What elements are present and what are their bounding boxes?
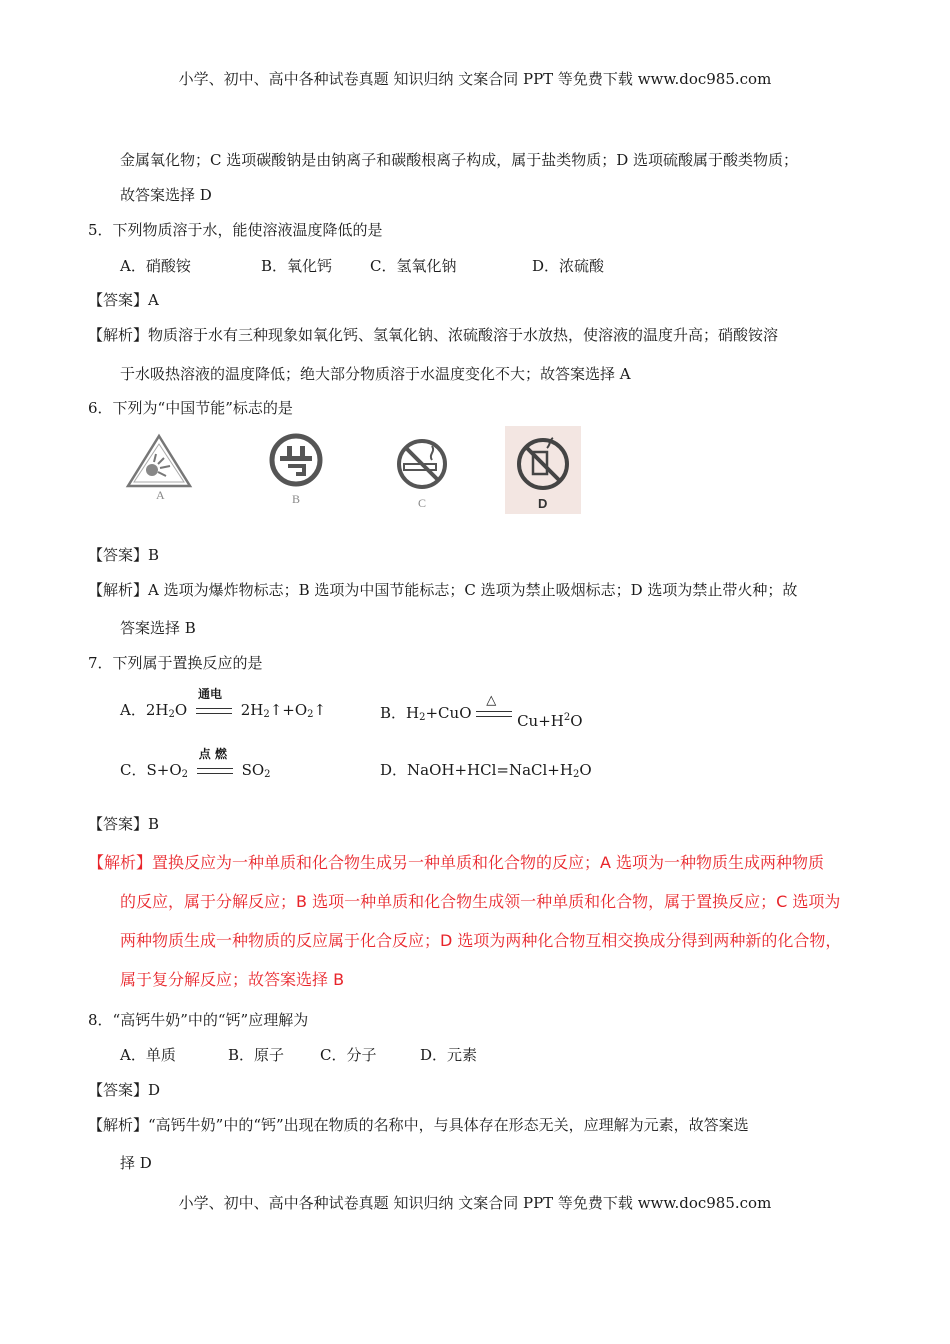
q5-answer: 【答案】A bbox=[88, 291, 159, 309]
reaction-condition: 通电 bbox=[197, 687, 222, 701]
q7-equation-d: D．$NaOH+HCl=NaCl+H_2O$ bbox=[380, 761, 592, 780]
reaction-arrow bbox=[197, 747, 233, 778]
q7-equation-a: A．$2H_2O$ 通电 $2H_2↑+O_2↑$ bbox=[120, 700, 326, 725]
icon-label-c: C bbox=[418, 496, 427, 510]
q8-option-a: A．单质 bbox=[120, 1046, 176, 1064]
q6-analysis-1: 【解析】A 选项为爆炸物标志；B 选项为中国节能标志；C 选项为禁止吸烟标志；D 选项为禁止带火种；故 bbox=[88, 581, 798, 599]
q7-answer: 【答案】B bbox=[88, 815, 160, 833]
q5-option-d: D．浓硫酸 bbox=[532, 257, 605, 275]
reaction-arrow bbox=[196, 687, 232, 718]
q5-option-c: C．氢氧化钠 bbox=[370, 257, 457, 275]
page-header: 小学、初中、高中各种试卷真题 知识归纳 文案合同 PPT 等免费下载 www.doc985.com bbox=[178, 70, 772, 88]
icon-label-d: D bbox=[538, 496, 548, 511]
q5-analysis-1: 【解析】物质溶于水有三种现象如氧化钙、氢氧化钠、浓硫酸溶于水放热，使溶液的温度升高；硝酸铵溶 bbox=[88, 326, 779, 344]
energy-saving-sign-icon bbox=[268, 432, 324, 488]
q5-option-b: B．氧化钙 bbox=[261, 257, 333, 275]
continuation-line-1: 金属氧化物；C 选项碳酸钠是由钠离子和碳酸根离子构成，属于盐类物质；D 选项硫酸属于酸类物质； bbox=[120, 151, 799, 169]
reaction-condition: △ bbox=[486, 693, 497, 708]
continuation-line-2: 故答案选择 D bbox=[120, 186, 212, 204]
q7-analysis-2: 的反应，属于分解反应；B 选项一种单质和化合物生成领一种单质和化合物，属于置换反应；C 选项为 bbox=[120, 892, 841, 911]
q6-stem: 6．下列为“中国节能”标志的是 bbox=[88, 399, 293, 417]
q7-analysis-3: 两种物质生成一种物质的反应属于化合反应；D 选项为两种化合物互相交换成分得到两种新的化合物， bbox=[120, 931, 842, 950]
q7-equation-b: B．$H_2+CuO$ △ $Cu+H^2O$ bbox=[380, 693, 583, 730]
q5-stem: 5．下列物质溶于水，能使溶液温度降低的是 bbox=[88, 221, 383, 239]
no-smoking-sign-icon bbox=[394, 436, 450, 492]
q8-analysis-2: 择 D bbox=[120, 1154, 152, 1172]
q8-option-b: B．原子 bbox=[228, 1046, 285, 1064]
q7-analysis-1: 【解析】置换反应为一种单质和化合物生成另一种单质和化合物的反应；A 选项为一种物质生成两种物质 bbox=[88, 853, 825, 872]
q6-answer: 【答案】B bbox=[88, 546, 160, 564]
q8-analysis-1: 【解析】“高钙牛奶”中的“钙”出现在物质的名称中，与具体存在形态无关，应理解为元素，故答案选 bbox=[88, 1116, 749, 1134]
q8-stem: 8．“高钙牛奶”中的“钙”应理解为 bbox=[88, 1011, 309, 1029]
q7-stem: 7．下列属于置换反应的是 bbox=[88, 654, 263, 672]
no-fire-sign-icon bbox=[505, 426, 581, 514]
icon-label-b: B bbox=[292, 492, 301, 506]
q5-option-a: A．硝酸铵 bbox=[120, 257, 191, 275]
reaction-arrow bbox=[476, 693, 512, 721]
q6-analysis-2: 答案选择 B bbox=[120, 619, 196, 637]
q8-answer: 【答案】D bbox=[88, 1081, 161, 1099]
icon-label-a: A bbox=[156, 488, 165, 502]
q5-analysis-2: 于水吸热溶液的温度降低；绝大部分物质溶于水温度变化不大；故答案选择 A bbox=[120, 365, 631, 383]
q7-analysis-4: 属于复分解反应；故答案选择 B bbox=[120, 970, 345, 989]
q8-option-d: D．元素 bbox=[420, 1046, 478, 1064]
page-footer: 小学、初中、高中各种试卷真题 知识归纳 文案合同 PPT 等免费下载 www.doc985.com bbox=[178, 1194, 772, 1212]
reaction-condition: 点 燃 bbox=[198, 747, 227, 761]
q7-equation-c: C．$S+O_2$ 点 燃 $SO_2$ bbox=[120, 760, 271, 785]
explosive-sign-icon bbox=[124, 432, 194, 492]
q8-option-c: C．分子 bbox=[320, 1046, 377, 1064]
